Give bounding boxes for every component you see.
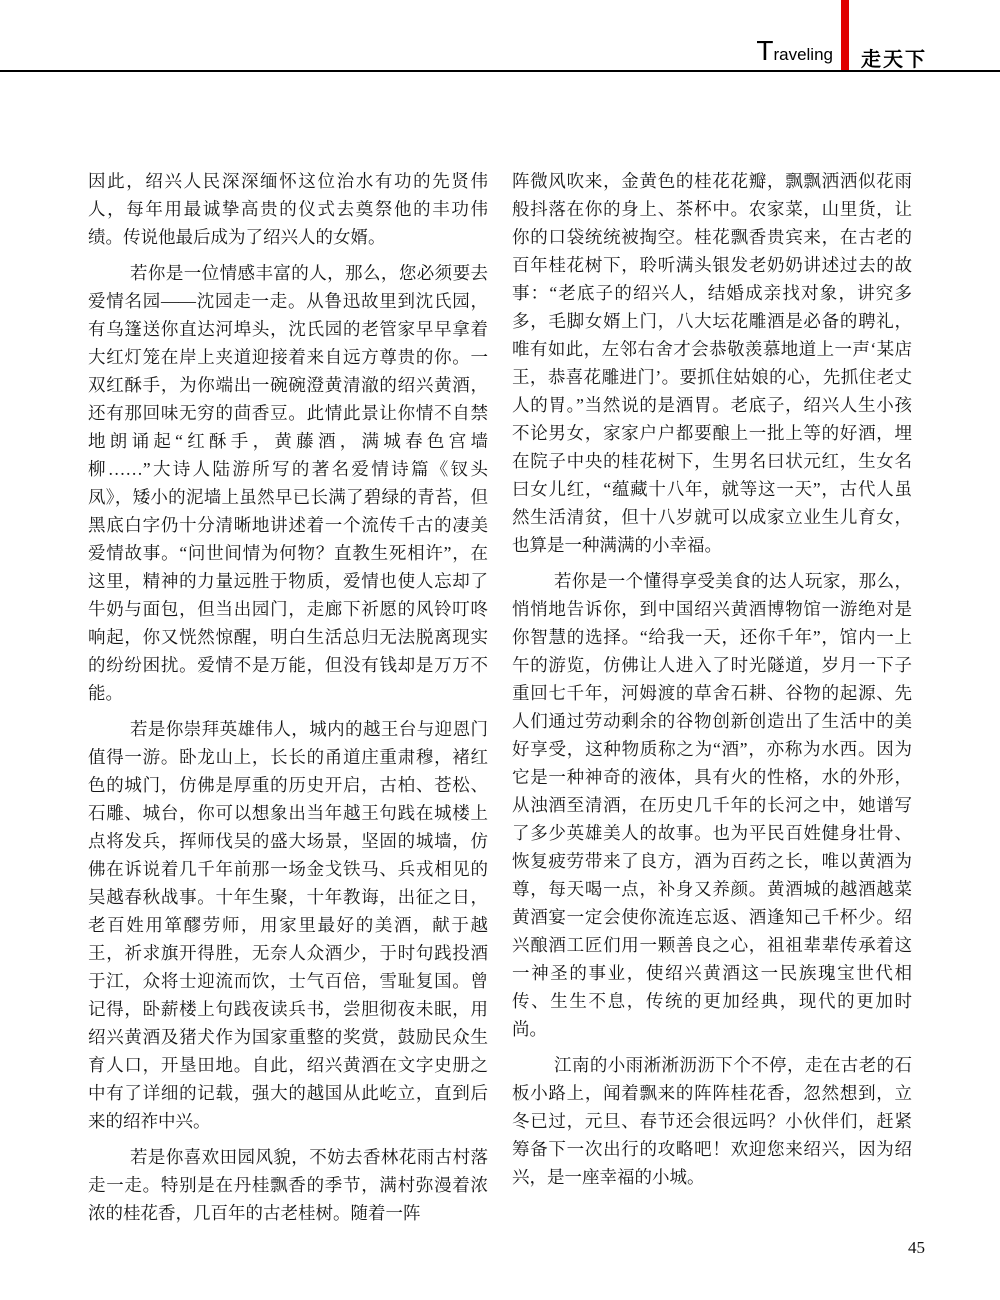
article-paragraph: 若是你喜欢田园风貌，不妨去香林花雨古村落走一走。特别是在丹桂飘香的季节，满村弥漫着浓浓的桂花香，几百年的古老桂树。随着一阵 [88, 1147, 488, 1223]
section-title-en-rest: raveling [773, 45, 833, 64]
header-accent-bar [841, 0, 849, 72]
section-title-cn: 走天下 [861, 49, 927, 71]
article-paragraph: 若你是一个懂得享受美食的达人玩家，那么，悄悄地告诉你，到中国绍兴黄酒博物馆一游绝对是你智慧的选择。“给我一天，还你千年”，馆内一上午的游览，仿佛让人进入了时光隧道，岁月一下子重回七千年，河姆渡的草舍石耕、谷物的起源、先人们通过劳动剩余的谷物创新创造出了生活中的美好享受，这种物质称之为“酒”，亦称为水西。因为它是一种神奇的液体，具有火的性格，水的外形，从浊酒至清酒，在历史几千年的长河之中，她谱写了多少英雄美人的故事。也为平民百姓健身壮骨、恢复疲劳带来了良方，酒为百药之长，唯以黄酒为尊，每天喝一点，补身又养颜。黄酒城的越酒越菜黄酒宴一定会使你流连忘返、酒逢知己千杯少。绍兴酿酒工匠们用一颗善良之心，祖祖辈辈传承着这一神圣的事业，使绍兴黄酒这一民族瑰宝世代相传、生生不息，传统的更加经典，现代的更加时尚。 [512, 571, 912, 1039]
section-title-en [600, 36, 833, 66]
article-paragraph: 阵微风吹来，金黄色的桂花花瓣，飘飘洒洒似花雨般抖落在你的身上、茶杯中。农家菜，山里货，让你的口袋统统被掏空。桂花飘香贵宾来，在古老的百年桂花树下，聆听满头银发老奶奶讲述过去的故事：“老底子的绍兴人，结婚成亲找对象，讲究多多，毛脚女婿上门，八大坛花雕酒是必备的聘礼，唯有如此，左邻右舍才会恭敬羡慕地道上一声‘某店王，恭喜花雕进门’。要抓住姑娘的心，先抓住老丈人的胃。”当然说的是酒胃。老底子，绍兴人生小孩不论男女，家家户户都要酿上一批上等的好酒，埋在院子中央的桂花树下，生男名曰状元红，生女名曰女儿红，“蕴藏十八年，就等这一天”，古代人虽然生活清贫，但十八岁就可以成家立业生儿育女，也算是一种满满的小幸福。 [512, 171, 912, 555]
section-title-en-initial: T [756, 35, 774, 66]
article-paragraph: 因此，绍兴人民深深缅怀这位治水有功的先贤伟人，每年用最诚挚高贵的仪式去奠祭他的丰功伟绩。传说他最后成为了绍兴人的女婿。 [88, 171, 488, 247]
article-column-left [88, 167, 488, 1235]
page-number: 45 [908, 1238, 925, 1257]
article-paragraph: 江南的小雨淅淅沥沥下个不停，走在古老的石板小路上，闻着飘来的阵阵桂花香，忽然想到，立冬已过，元旦、春节还会很远吗？小伙伴们，赶紧筹备下一次出行的攻略吧！欢迎您来绍兴，因为绍兴，是一座幸福的小城。 [512, 1055, 912, 1187]
article-paragraph: 若是你崇拜英雄伟人，城内的越王台与迎恩门值得一游。卧龙山上，长长的甬道庄重肃穆，褚红色的城门，仿佛是厚重的历史开启，古柏、苍松、石雕、城台，你可以想象出当年越王句践在城楼上点将发兵，挥师伐吴的盛大场景，坚固的城墙，仿佛在诉说着几千年前那一场金戈铁马、兵戎相见的吴越春秋战事。十年生聚，十年教诲，出征之日，老百姓用箪醪劳师，用家里最好的美酒，献于越王，祈求旗开得胜，无奈人众酒少，于时句践投酒于江，众将士迎流而饮，士气百倍，雪耻复国。曾记得，卧薪楼上句践夜读兵书，尝胆彻夜未眠，用绍兴黄酒及猪犬作为国家重整的奖赏，鼓励民众生育人口，开垦田地。自此，绍兴黄酒在文字史册之中有了详细的记载，强大的越国从此屹立，直到后来的绍祚中兴。 [88, 719, 488, 1131]
article-column-right [512, 167, 912, 1199]
article-paragraph: 若你是一位情感丰富的人，那么，您必须要去爱情名园——沈园走一走。从鲁迅故里到沈氏园，有乌篷送你直达河埠头，沈氏园的老管家早早拿着大红灯笼在岸上夹道迎接着来自远方尊贵的你。一双红酥手，为你端出一碗碗澄黄清澈的绍兴黄酒，还有那回味无穷的茴香豆。此情此景让你情不自禁地朗诵起“红酥手，黄藤酒，满城春色宫墙柳……”大诗人陆游所写的著名爱情诗篇《钗头凤》，矮小的泥墙上虽然早已长满了碧绿的青苔，但黑底白字仍十分清晰地讲述着一个流传千古的凄美爱情故事。“问世间情为何物？直教生死相许”，在这里，精神的力量远胜于物质，爱情也使人忘却了牛奶与面包，但当出园门，走廊下祈愿的风铃叮咚响起，你又恍然惊醒，明白生活总归无法脱离现实的纷纷困扰。爱情不是万能，但没有钱却是万万不能。 [88, 263, 488, 703]
header-divider [0, 70, 1000, 72]
